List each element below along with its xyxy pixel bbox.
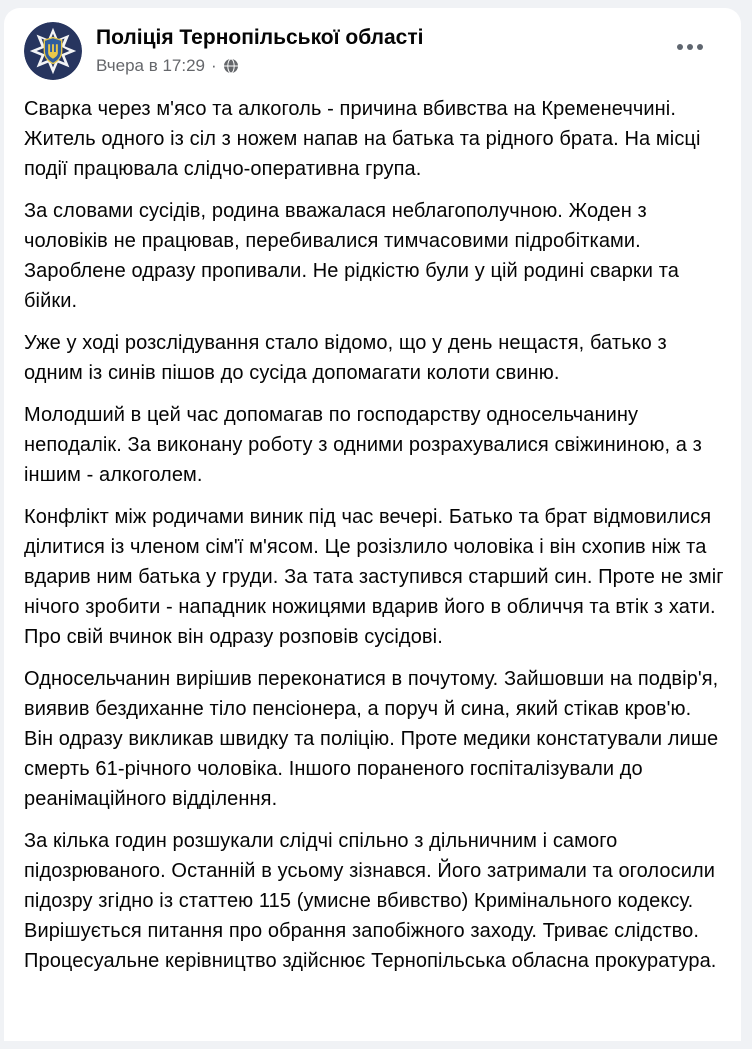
meta-separator: · [211, 56, 217, 76]
facebook-post-card [4, 8, 741, 1041]
page-name-link[interactable]: Поліція Тернопільської області [96, 26, 424, 49]
header-info [96, 22, 423, 76]
post-text [4, 80, 741, 976]
ellipsis-icon [677, 44, 683, 50]
page-avatar-police-badge[interactable] [24, 22, 82, 80]
post-paragraph: Конфлікт між родичами виник під час вечері. Батько та брат відмовилися ділитися із членом сім'ї м'ясом. Це розізлило чоловіка і він схопив ніж та вдарив ним батька у груди. За тата заступився старший син. Проте не зміг нічого зробити - нападник ножицями вдарив його в обличчя та втік з хати. Про свій вчинок він одразу розповів сусідові. [24, 506, 724, 648]
globe-privacy-icon [223, 58, 239, 74]
post-timestamp[interactable]: Вчера в 17:29 [96, 56, 206, 76]
post-paragraph: За кілька годин розшукали слідчі спільно з дільничним і самого підозрюваного. Останній в усьому зізнався. Його затримали та оголосили підозру згідно із статтею 115 (умисне вбивство) Кримінального кодексу. Вирішується питання про обрання запобіжного заходу. Триває слідство. Процесуальне керівництво здійснює Тернопільська обласна прокуратура. [24, 830, 717, 972]
post-paragraph: За словами сусідів, родина вважалася неблагополучною. Жоден з чоловіків не працював, перебивалися тимчасовими підробітками. Зароблене одразу пропивали. Не рідкістю були у цій родині сварки та бійки. [24, 200, 679, 312]
post-paragraph: Уже у ході розслідування стало відомо, що у день нещастя, батько з одним із синів пішов до сусіда допомагати колоти свиню. [24, 332, 667, 384]
post-paragraph: Односельчанин вирішив переконатися в почутому. Зайшовши на подвір'я, виявив бездиханне тіло пенсіонера, а поруч й сина, який стікав кров'ю. Він одразу викликав швидку та поліцію. Проте медики констатували лише смерть 61-річного чоловіка. Іншого пораненого госпіталізували до реанімаційного відділення. [24, 668, 719, 810]
post-header [4, 8, 741, 80]
post-paragraph: Сварка через м'ясо та алкоголь - причина вбивства на Кременеччині. Житель одного із сіл з ножем напав на батька та рідного брата. На місці події працювала слідчо-оперативна група. [24, 98, 701, 180]
post-paragraph: Молодший в цей час допомагав по господарству односельчанину неподалік. За виконану роботу з одними розрахувалися свіжининою, а з іншим - алкоголем. [24, 404, 702, 486]
post-meta [96, 56, 423, 76]
more-options-button[interactable] [673, 36, 707, 58]
